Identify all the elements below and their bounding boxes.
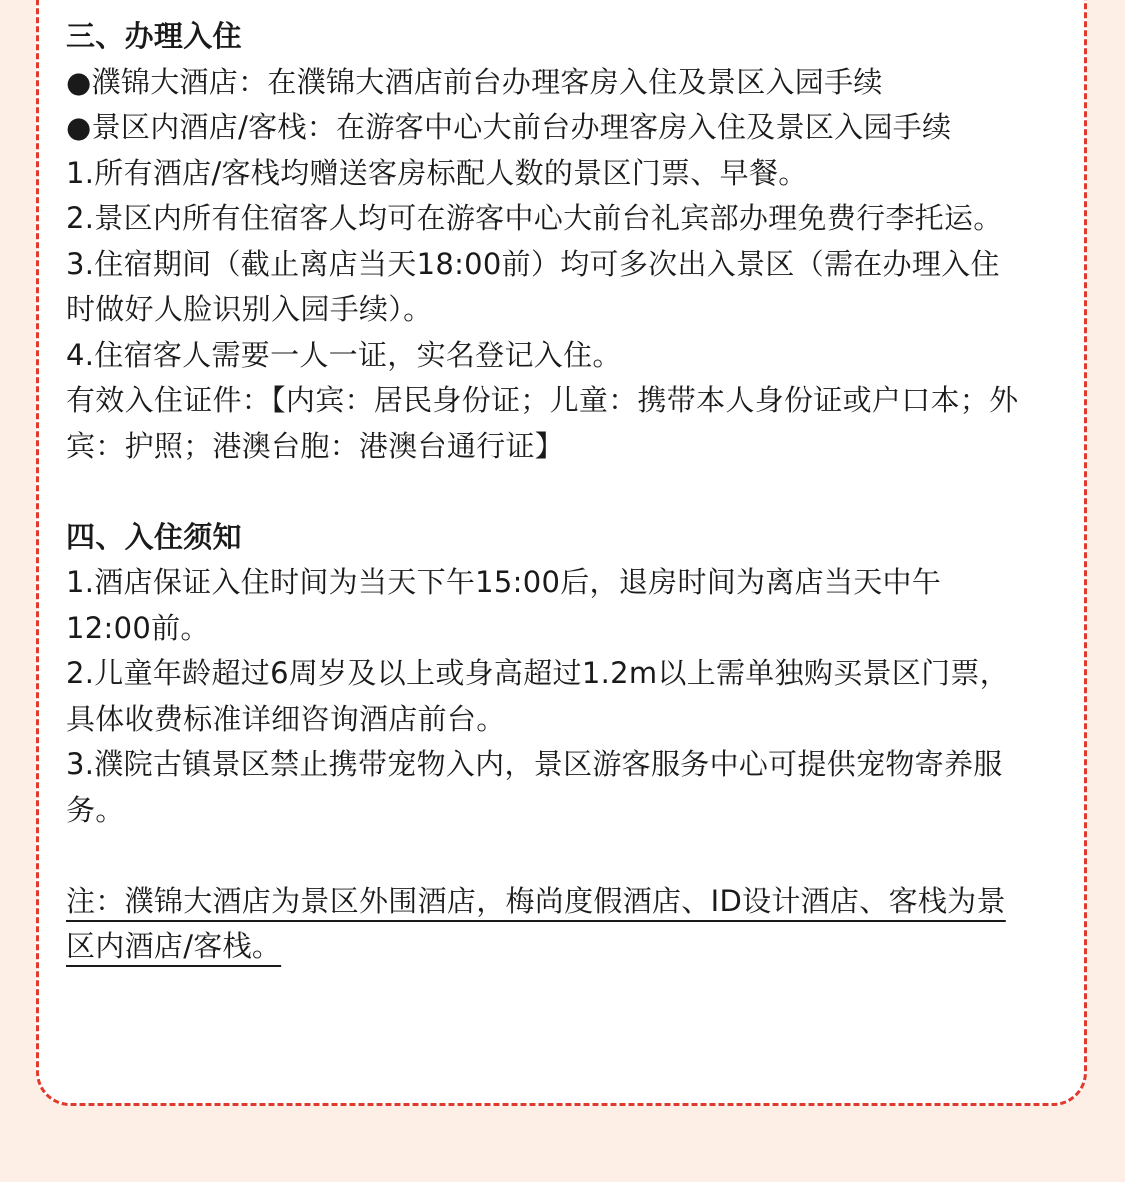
section-3-title: 三、办理入住 — [66, 19, 242, 53]
section-3-line: 有效入住证件：【内宾：居民身份证；儿童：携带本人身份证或户口本；外宾：护照；港澳台胞：港澳台通行证】 — [66, 383, 1019, 463]
spacer — [66, 833, 1026, 879]
section-3-line: 2.景区内所有住宿客人均可在游客中心大前台礼宾部办理免费行李托运。 — [66, 201, 1003, 235]
section-3-line: 3.住宿期间（截止离店当天18:00前）均可多次出入景区（需在办理入住时做好人脸识别入园手续）。 — [66, 246, 1000, 326]
section-4-line: 3.濮院古镇景区禁止携带宠物入内，景区游客服务中心可提供宠物寄养服务。 — [66, 747, 1003, 827]
spacer — [66, 469, 1026, 515]
section-4-line: 1.酒店保证入住时间为当天下午15:00后，退房时间为离店当天中午12:00前。 — [66, 565, 942, 645]
footnote: 注：濮锦大酒店为景区外围酒店，梅尚度假酒店、ID设计酒店、客栈为景区内酒店/客栈。 — [66, 883, 1006, 963]
section-3-line: 4.住宿客人需要一人一证，实名登记入住。 — [66, 337, 622, 372]
section-4-line: 2.儿童年龄超过6周岁及以上或身高超过1.2m以上需单独购买景区门票，具体收费标准详细咨询酒店前台。 — [66, 656, 1009, 736]
section-3-line: ●景区内酒店/客栈：在游客中心大前台办理客房入住及景区入园手续 — [66, 110, 952, 144]
section-3-line: 1.所有酒店/客栈均赠送客房标配人数的景区门票、早餐。 — [66, 155, 808, 190]
notice-content — [66, 14, 1026, 970]
section-4-title: 四、入住须知 — [66, 519, 242, 554]
section-3-line: ●濮锦大酒店：在濮锦大酒店前台办理客房入住及景区入园手续 — [66, 64, 883, 99]
